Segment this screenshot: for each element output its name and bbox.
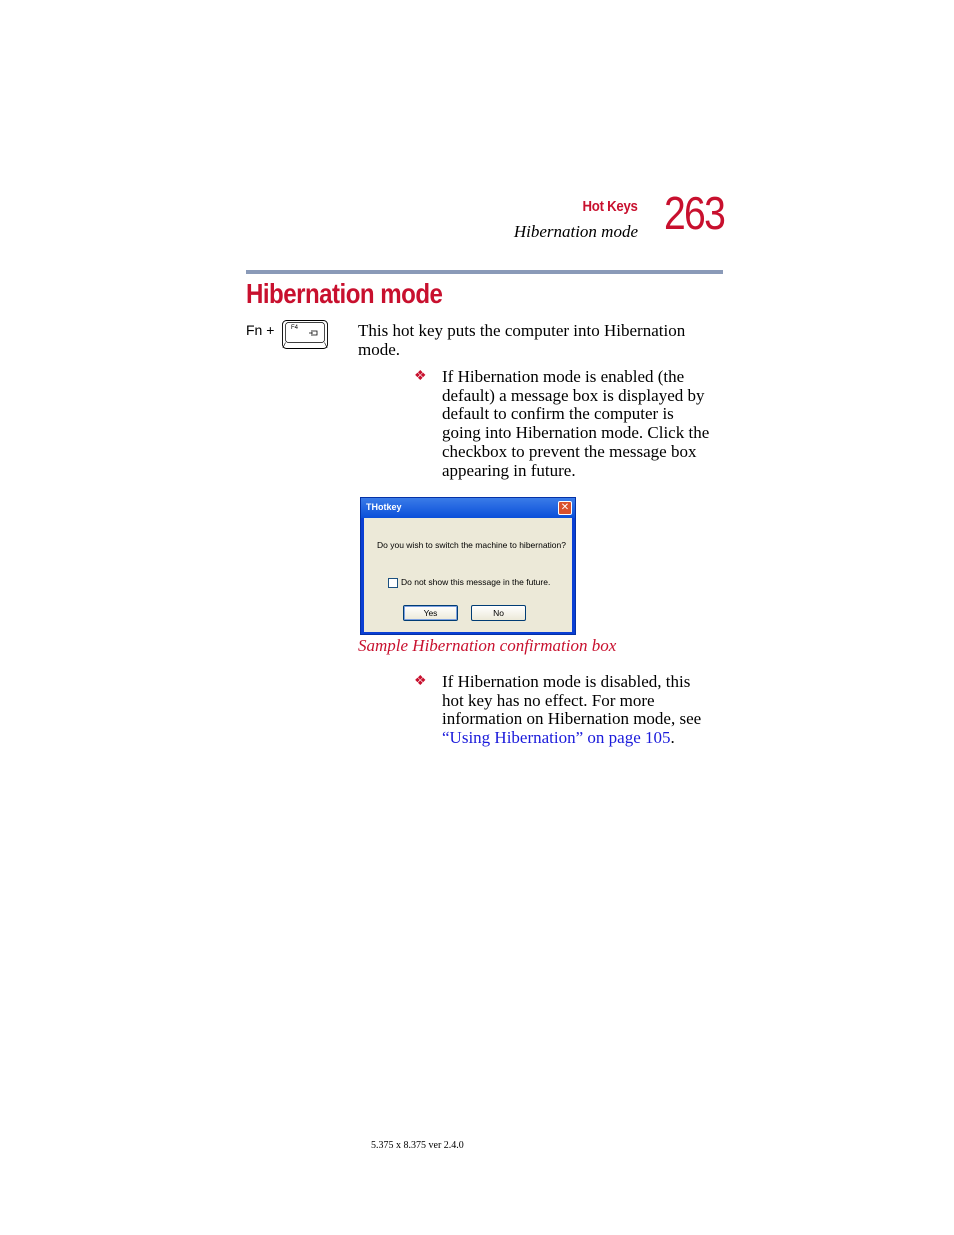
no-button[interactable]: No (471, 605, 526, 621)
dialog-title: THotkey (366, 502, 402, 512)
bullet-diamond-icon: ❖ (414, 369, 427, 384)
dialog-titlebar (361, 498, 575, 518)
hotkey-dialog-screenshot (360, 497, 576, 635)
header-subsection: Hibernation mode (513, 222, 638, 241)
f4-key-icon (282, 320, 328, 349)
dialog-question: Do you wish to switch the machine to hibernation? (377, 540, 566, 550)
yes-button[interactable]: Yes (403, 605, 458, 621)
key-label: F4 (291, 325, 299, 331)
bullet-text: If Hibernation mode is enabled (the default) a message box is displayed by default to confirm the computer is going into Hibernation mode. Click the checkbox to prevent the message box appearing in future. (442, 367, 710, 480)
dont-show-checkbox[interactable] (388, 578, 398, 588)
bullet-text-body: If Hibernation mode is disabled, this hot key has no effect. For more information on Hibernation mode, see (442, 672, 702, 729)
intro-paragraph: This hot key puts the computer into Hibernation mode. (358, 321, 686, 359)
bullet-diamond-icon: ❖ (414, 674, 427, 689)
checkbox-label: Do not show this message in the future. (401, 577, 551, 587)
header-section: Hot Keys (582, 198, 638, 215)
page-number: 263 (664, 187, 725, 239)
header-rule (246, 270, 723, 274)
using-hibernation-link[interactable]: “Using Hibernation” on page 105 (442, 728, 671, 748)
dialog-body (364, 518, 572, 632)
bullet-text (442, 673, 714, 748)
bullet-text-end: . (670, 728, 675, 748)
fn-key-label: Fn + (246, 322, 275, 338)
figure-caption: Sample Hibernation confirmation box (358, 636, 617, 655)
page-title: Hibernation mode (246, 278, 443, 309)
footer-version: 5.375 x 8.375 ver 2.4.0 (371, 1140, 464, 1151)
close-icon[interactable]: ✕ (558, 501, 572, 515)
